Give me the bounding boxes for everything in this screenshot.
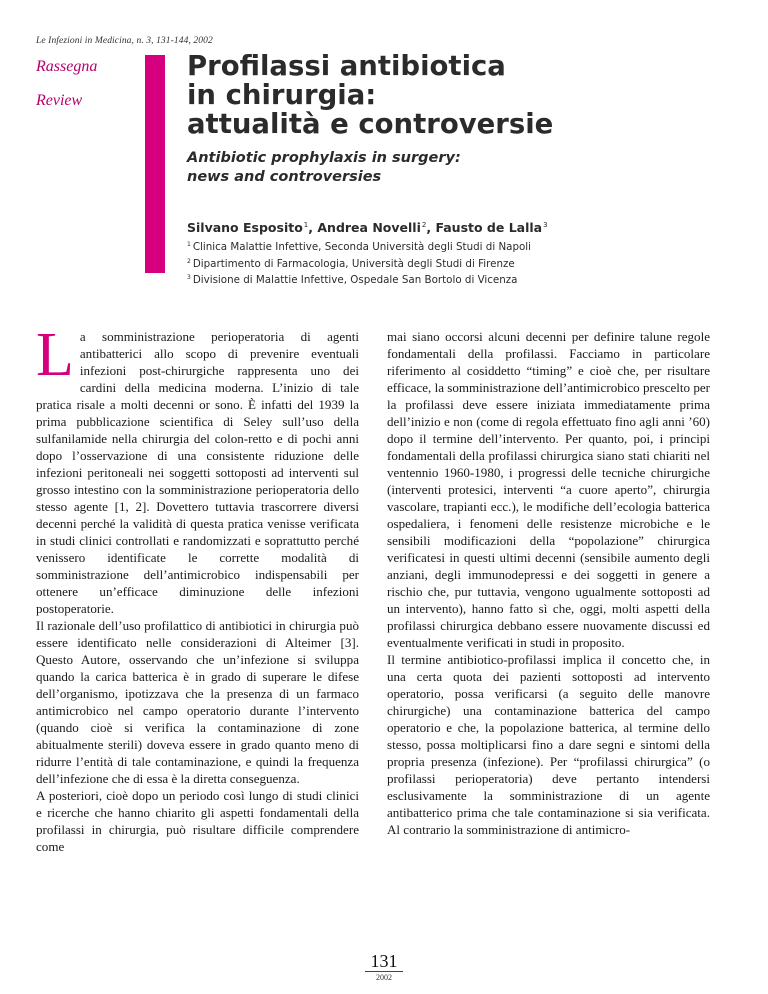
author-name: Silvano Esposito [187, 220, 303, 235]
author-list [187, 220, 548, 235]
affiliation-text: Divisione di Malattie Infettive, Ospedale San Bortolo di Vicenza [192, 274, 518, 286]
body-paragraph: Il razionale dell’uso profilattico di antibiotici in chirurgia può essere identificato nelle considerazioni di Alteimer [3]. Questo Autore, osservando che un’infezione si sviluppa quando la carica batterica è in grado di superare le difese dell’organismo, ipotizzava che la presenza di un farmaco antimicrobico nel campo operatorio durante l’intervento (quando cioè si verifica la contaminazione di zone abitualmente sterili) doveva essere in grado quanto meno di ridurre l’entità di tale contaminazione, e quindi la frequenza dell’infezione che di essa è la diretta conseguenza. [36, 618, 359, 786]
body-column-right [387, 328, 710, 838]
body-paragraph [36, 321, 359, 617]
affiliation-mark: 1 [187, 241, 191, 248]
affiliation-mark: 3 [187, 274, 191, 281]
affiliation-item [187, 255, 531, 272]
article-subtitle-line: news and controversies [187, 169, 382, 185]
journal-reference: Le Infezioni in Medicina, n. 3, 131-144, 2002 [36, 36, 213, 46]
affiliation-mark: 2 [187, 257, 191, 265]
affiliation-text: Clinica Malattie Infettive, Seconda Università degli Studi di Napoli [192, 241, 532, 253]
author-name: Andrea Novelli [317, 220, 421, 235]
author-separator: , [308, 220, 318, 235]
article-title-line: attualità e controversie [187, 108, 554, 140]
paragraph-text: a somministrazione perioperatoria di agenti antibatterici allo scopo di prevenire eventuali infezioni post-chirurgiche rappresenta uno dei cardini della medicina moderna. L’inizio di tale pratica risale a molti decenni or sono. È infatti del 1939 la prima pubblicazione scientifica di Seley sull’uso della sulfanilamide nella chirurgia del colon-retto e di pochi anni dopo l’osservazione di una consistente riduzione delle infezioni peritoneali nei soggetti sottoposti ad interventi sul grosso intestino con la somministrazione perioperatoria dello stesso agente [1, 2]. Dovettero tuttavia trascorrere diversi decenni perché la validità di questa pratica venisse verificata in studi clinici controllati e randomizzati e soprattutto perché venissero identificate le corrette modalità di somministrazione dell’antimicrobico indispensabili per ottenere un’efficace diminuzione delle infezioni postoperatorie. [36, 329, 359, 616]
article-title [187, 52, 747, 139]
article-title-line: Profilassi antibiotica [187, 50, 506, 82]
body-column-left [36, 321, 359, 855]
author-affiliation-mark: 3 [543, 221, 548, 229]
page-number-rule [365, 971, 403, 972]
article-subtitle [187, 149, 747, 187]
section-label-en: Review [36, 92, 83, 109]
body-paragraph: mai siano occorsi alcuni decenni per definire talune regole fondamentali della profilassi. Facciamo in particolare riferimento al cosiddetto “timing” e cioè che, per risultare efficace, la somministrazione dell’antimicrobico prescelto per la profilassi deve essere iniziata immediatamente prima dell’inizio e non (come di regola effettuato fino agli anni ’60) dopo il termine dell’intervento. Per quanto, poi, i principi fondamentali della profilassi chirurgica siano stati chiariti nel ventennio 1960-1980, i progressi delle tecniche chirurgiche (interventi protesici, interventi “a cuore aperto”, chirurgia vascolare, trapianti ecc.), le modifiche dell’ecologia batterica ospedaliera, i fenomeni delle resistenze microbiche e le sensibili modificazioni della “popolazione” chirurgica verificatesi in questi ultimi decenni (sensibile aumento degli anziani, degli immunodepressi e dei soggetti in genere a rischio che, pur tuttavia, vengono ugualmente sottoposti ad un intervento), hanno fatto sì che, oggi, molti aspetti della profilassi chirurgica debbano essere nuovamente discussi ed eventualmente verificati in studi in proposito. [387, 329, 710, 650]
affiliation-list [187, 238, 531, 288]
article-title-line: in chirurgia: [187, 79, 377, 111]
affiliation-text: Dipartimento di Farmacologia, Università degli Studi di Firenze [192, 257, 515, 270]
article-subtitle-line: Antibiotic prophylaxis in surgery: [187, 150, 461, 166]
author-separator: , [426, 220, 436, 235]
body-paragraph: A posteriori, cioè dopo un periodo così lungo di studi clinici e ricerche che hanno chiarito gli aspetti fondamentali della profilassi in chirurgia, può risultare difficile comprendere come [36, 788, 359, 854]
affiliation-item [187, 238, 531, 255]
body-paragraph: Il termine antibiotico-profilassi implica il concetto che, in una certa quota dei pazienti sottoposti ad intervento operatorio, possa verificarsi (a seguito delle manovre chirurgiche) una contaminazione batterica del campo operatorio e che, la popolazione batterica, al termine dello stesso, possa moltiplicarsi fino a dare segni e sintomi della propria presenza (infezione). Per “profilassi chirurgica” (o profilassi perioperatoria) deve pertanto intendersi esclusivamente la somministrazione di un agente antibatterico prima che tale contaminazione si sia verificata. Al contrario la somministrazione di antimicro- [387, 652, 710, 837]
author-name: Fausto de Lalla [435, 220, 543, 235]
section-label-it: Rassegna [36, 58, 98, 75]
page-year: 2002 [376, 973, 392, 982]
title-accent-bar [145, 55, 165, 273]
affiliation-item [187, 271, 531, 288]
author-affiliation-mark: 2 [421, 221, 427, 229]
author-affiliation-mark: 1 [303, 221, 309, 229]
page-number: 131 [370, 951, 398, 971]
drop-cap: L [36, 321, 74, 389]
